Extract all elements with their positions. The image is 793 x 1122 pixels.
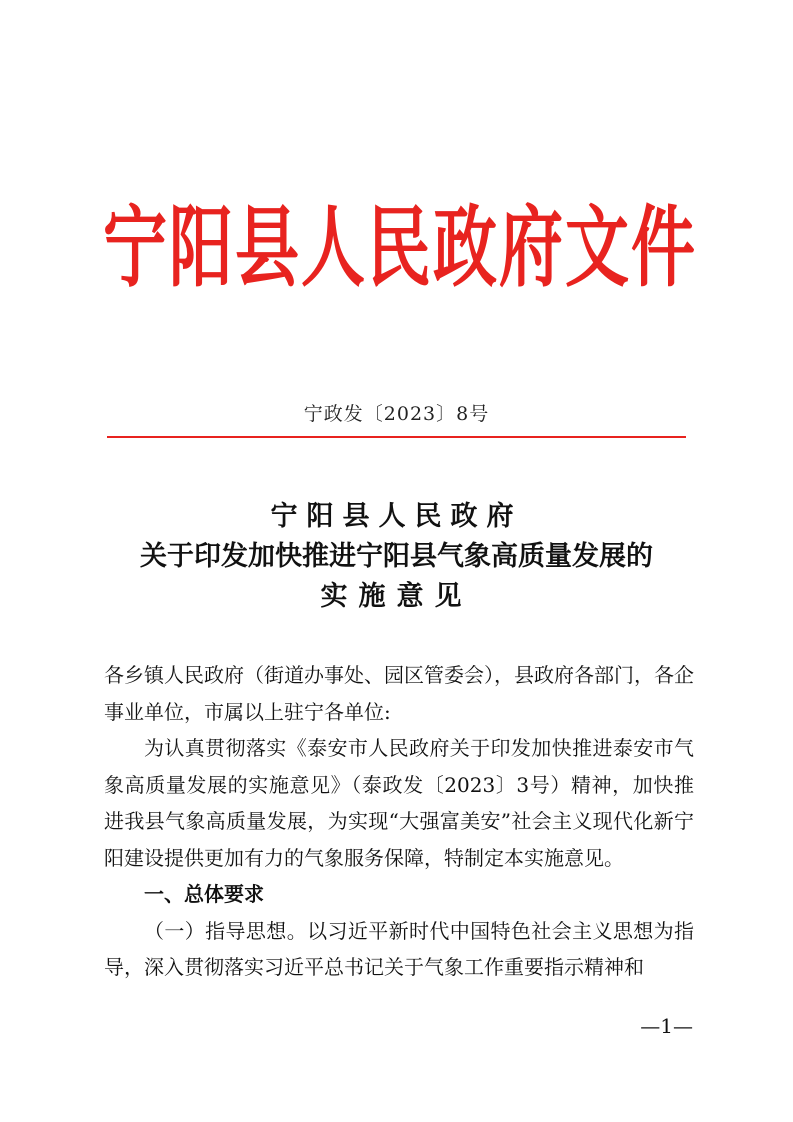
title-line-subject: 关于印发加快推进宁阳县气象高质量发展的 [140,541,653,572]
intro-paragraph: 为认真贯彻落实《泰安市人民政府关于印发加快推进泰安市气象高质量发展的实施意见》（泰政发〔2023〕3号）精神，加快推进我县气象高质量发展，为实现“大强富美安”社会主义现代化新宁阳建设提供更加有力的气象服务保障，特制定本实施意见。 [104,736,694,870]
subsection-paragraph [104,913,694,986]
red-masthead: 宁阳县人民政府文件 [103,196,697,301]
title-line-issuer: 宁阳县人民政府 [270,501,523,532]
title-line-type: 实施意见 [320,581,473,612]
document-body [104,657,694,986]
document-title [60,497,733,617]
addressee-paragraph: 各乡镇人民政府（街道办事处、园区管委会），县政府各部门，各企事业单位，市属以上驻宁各单位: [104,663,694,724]
page-number: —1— [640,1014,693,1038]
subsection-text: 以习近平新时代中国特色社会主义思想为指导，深入贯彻落实习近平总书记关于气象工作重要指示精神和 [104,918,695,979]
document-number: 宁政发〔2023〕8号 [303,403,490,425]
section-heading: 一、总体要求 [144,882,264,906]
subsection-label: （一）指导思想。 [144,918,308,943]
red-divider-line [107,436,686,438]
